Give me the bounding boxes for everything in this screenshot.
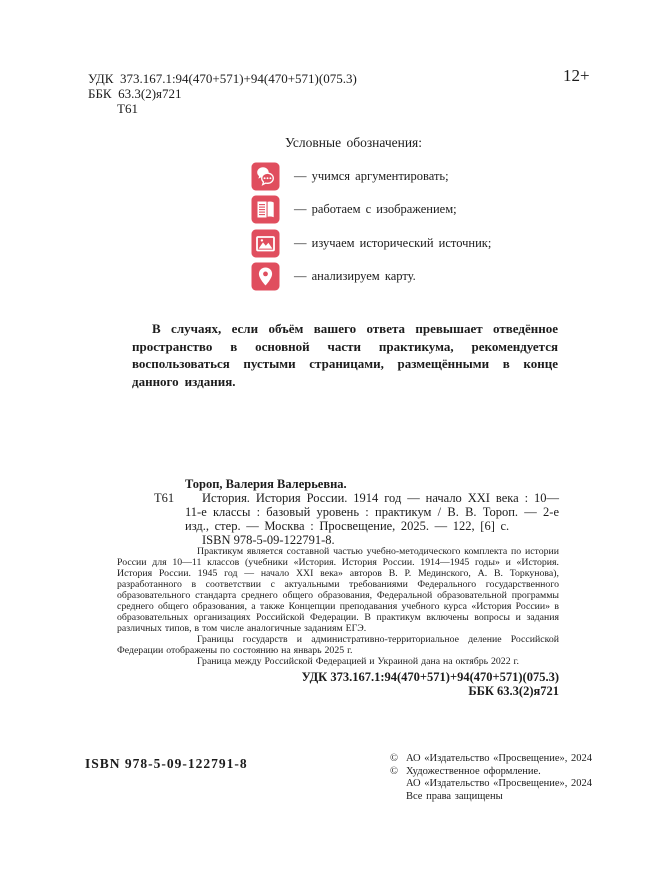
udk-line: [88, 71, 357, 87]
copyright-sign-1: ©: [390, 753, 398, 764]
legend-label-map: — анализируем карту.: [294, 269, 416, 283]
map-pin-icon: [251, 262, 280, 291]
copyright-text-1: АО «Издательство «Просвещение», 2024: [406, 753, 593, 764]
udk-bottom: УДК 373.167.1:94(470+571)+94(470+571)(075.3): [301, 670, 559, 684]
copyright-line-1: [390, 753, 592, 766]
bbk-value: 63.3(2)я721: [118, 86, 182, 101]
legend-item-map: [251, 262, 416, 291]
legend-heading: Условные обозначения:: [285, 135, 423, 150]
udk-value: 373.167.1:94(470+571)+94(470+571)(075.3): [119, 71, 357, 86]
copyright-sign-3: [390, 778, 406, 791]
booklet-icon: [251, 195, 280, 224]
legend-item-source: [251, 229, 491, 258]
footer-isbn: ISBN 978-5-09-122791-8: [85, 756, 248, 771]
annotation-paragraph-1: Практикум является составной частью учебно-методического комплекта по истории России для 10—11 классов (учебники «История. История России. 1914—1945 годы» и «История. История России. 1945 год — начало XXI века» авторов В. Р. Мединского, А. В. Торкунова), разработанного в соответствии с актуальными требованиями Федерального государственного образовательного стандарта среднего общего образования, Федеральной образовательной программы среднего общего образования, а также Концепции преподавания учебного курса «История России» в образовательных организациях Российской Федерации. В практикум включены вопросы и задания различных типов, в том числе аналогичные заданиям ЕГЭ.: [117, 546, 559, 634]
copyright-sign-2: ©: [390, 765, 398, 777]
bibliography-isbn: ISBN 978-5-09-122791-8.: [202, 533, 335, 547]
bibliography-entry: История. История России. 1914 год — начало XXI века : 10—11-е классы : базовый уровень : практикум / В. В. Тороп. — 2-е изд., стер. — Москва : Просвещение, 2025. — 122, [6] с.: [185, 491, 559, 533]
bbk-line: [88, 86, 182, 102]
legend-label-argue: — учимся аргументировать;: [294, 169, 449, 183]
annotation-paragraph-3: Граница между Российской Федерацией и Украиной дана на октябрь 2022 г.: [197, 656, 519, 667]
copyright-block: [390, 753, 592, 803]
bibliography-margin-code: Т61: [154, 491, 175, 505]
copyright-sign-4: [390, 791, 406, 804]
udk-label: УДК: [88, 71, 114, 86]
legend-item-argue: [251, 162, 449, 191]
bibliography-author: Тороп, Валерия Валерьевна.: [185, 477, 347, 491]
copyright-line-3: [390, 778, 592, 791]
bbk-label: ББК: [88, 86, 112, 101]
legend-label-image-work: — работаем с изображением;: [294, 202, 457, 216]
speech-bubbles-icon: [251, 162, 280, 191]
copyright-text-4: Все права защищены: [406, 790, 503, 802]
copyright-line-4: [390, 791, 592, 804]
annotation-paragraph-2: Границы государств и административно-территориальное деление Российской Федерации отображены по состоянию на январь 2025 г.: [117, 634, 559, 656]
copyright-line-2: [390, 766, 592, 779]
author-code-top: Т61: [117, 101, 138, 116]
legend-item-image-work: [251, 195, 457, 224]
copyright-text-2: Художественное оформление.: [406, 765, 541, 777]
annotation-block: [117, 546, 559, 667]
picture-icon: [251, 229, 280, 258]
notice-paragraph: В случаях, если объём вашего ответа превышает отведённое пространство в основной части практикума, рекомендуется воспользоваться пустыми страницами, размещёнными в конце данного издания.: [132, 321, 558, 389]
legend-label-source: — изучаем исторический источник;: [294, 236, 492, 250]
bbk-bottom: ББК 63.3(2)я721: [468, 684, 559, 698]
age-rating-badge: 12+: [563, 66, 590, 85]
copyright-text-3: АО «Издательство «Просвещение», 2024: [406, 778, 593, 790]
